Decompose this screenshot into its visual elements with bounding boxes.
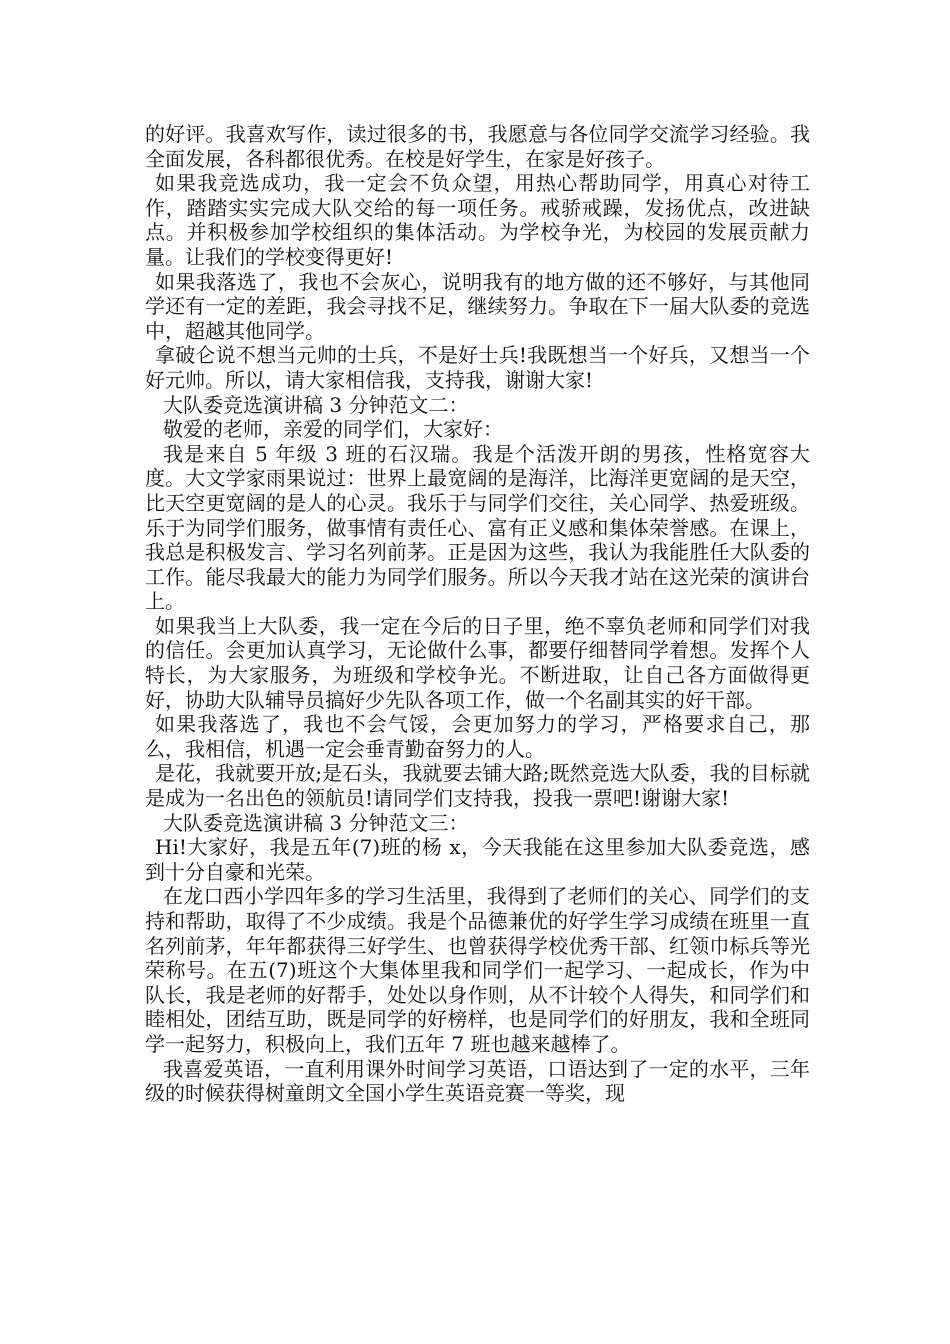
paragraph-hi-greeting: Hi!大家好，我是五年(7)班的杨 x，今天我能在这里参加大队委竞选，感到十分自豪和光荣。 <box>145 835 810 884</box>
paragraph-flower-stone: 是花，我就要开放;是石头，我就要去铺大路;既然竞选大队委，我的目标就是成为一名出色的领航员!请同学们支持我，投我一票吧!谢谢大家! <box>145 761 810 811</box>
paragraph-intro-continued: 的好评。我喜欢写作，读过很多的书，我愿意与各位同学交流学习经验。我全面发展，各科都很优秀。在校是好学生，在家是好孩子。 <box>145 122 810 171</box>
document-page <box>145 122 810 1106</box>
paragraph-if-not-elected: 如果我落选了，我也不会灰心，说明我有的地方做的还不够好，与其他同学还有一定的差距，我会寻找不足，继续努力。争取在下一届大队委的竞选中，超越其他同学。 <box>145 269 810 343</box>
paragraph-school-life: 在龙口西小学四年多的学习生活里，我得到了老师们的关心、同学们的支持和帮助，取得了不少成绩。我是个品德兼优的好学生学习成绩在班里一直名列前茅，年年都获得三好学生、也曾获得学校优秀干部、红领巾标兵等光荣称号。在五(7)班这个大集体里我和同学们一起学习、一起成长，作为中队长，我是老师的好帮手，处处以身作则，从不计较个人得失，和同学们和睦相处，团结互助，既是同学的好榜样，也是同学们的好朋友，我和全班同学一起努力，积极向上，我们五年 7 班也越来越棒了。 <box>145 884 810 1056</box>
paragraph-napoleon-quote: 拿破仑说不想当元帅的士兵，不是好士兵!我既想当一个好兵，又想当一个好元帅。所以，请大家相信我，支持我，谢谢大家! <box>145 343 810 392</box>
paragraph-self-introduction: 我是来自 5 年级 3 班的石汉瑞。我是个活泼开朗的男孩，性格宽容大度。大文学家雨果说过：世界上最宽阔的是海洋，比海洋更宽阔的是天空，比天空更宽阔的是人的心灵。我乐于与同学们交往，关心同学、热爱班级。乐于为同学们服务，做事情有责任心、富有正义感和集体荣誉感。在课上，我总是积极发言、学习名列前茅。正是因为这些，我认为我能胜任大队委的工作。能尽我最大的能力为同学们服务。所以今天我才站在这光荣的演讲台上。 <box>145 441 810 614</box>
section-heading-two: 大队委竞选演讲稿 3 分钟范文二： <box>163 392 469 417</box>
paragraph-if-not-elected-two: 如果我落选了，我也不会气馁，会更加努力的学习，严格要求自己，那么，我相信，机遇一定会垂青勤奋努力的人。 <box>145 712 810 761</box>
paragraph-greeting: 敬爱的老师，亲爱的同学们，大家好： <box>163 417 503 442</box>
section-heading-three: 大队委竞选演讲稿 3 分钟范文三： <box>163 810 469 835</box>
paragraph-if-elected: 如果我竞选成功，我一定会不负众望，用热心帮助同学，用真心对待工作，踏踏实实完成大队交给的每一项任务。戒骄戒躁，发扬优点，改进缺点。并积极参加学校组织的集体活动。为学校争光，为校园的发展贡献力量。让我们的学校变得更好! <box>145 171 810 269</box>
paragraph-english: 我喜爱英语，一直利用课外时间学习英语，口语达到了一定的水平，三年级的时候获得树童朗文全国小学生英语竞赛一等奖，现 <box>145 1056 810 1106</box>
paragraph-if-elected-two: 如果我当上大队委，我一定在今后的日子里，绝不辜负老师和同学们对我的信任。会更加认真学习，无论做什么事，都要仔细替同学着想。发挥个人特长，为大家服务，为班级和学校争光。不断进取，让自己各方面做得更好，协助大队辅导员搞好少先队各项工作，做一个名副其实的好干部。 <box>145 613 810 712</box>
